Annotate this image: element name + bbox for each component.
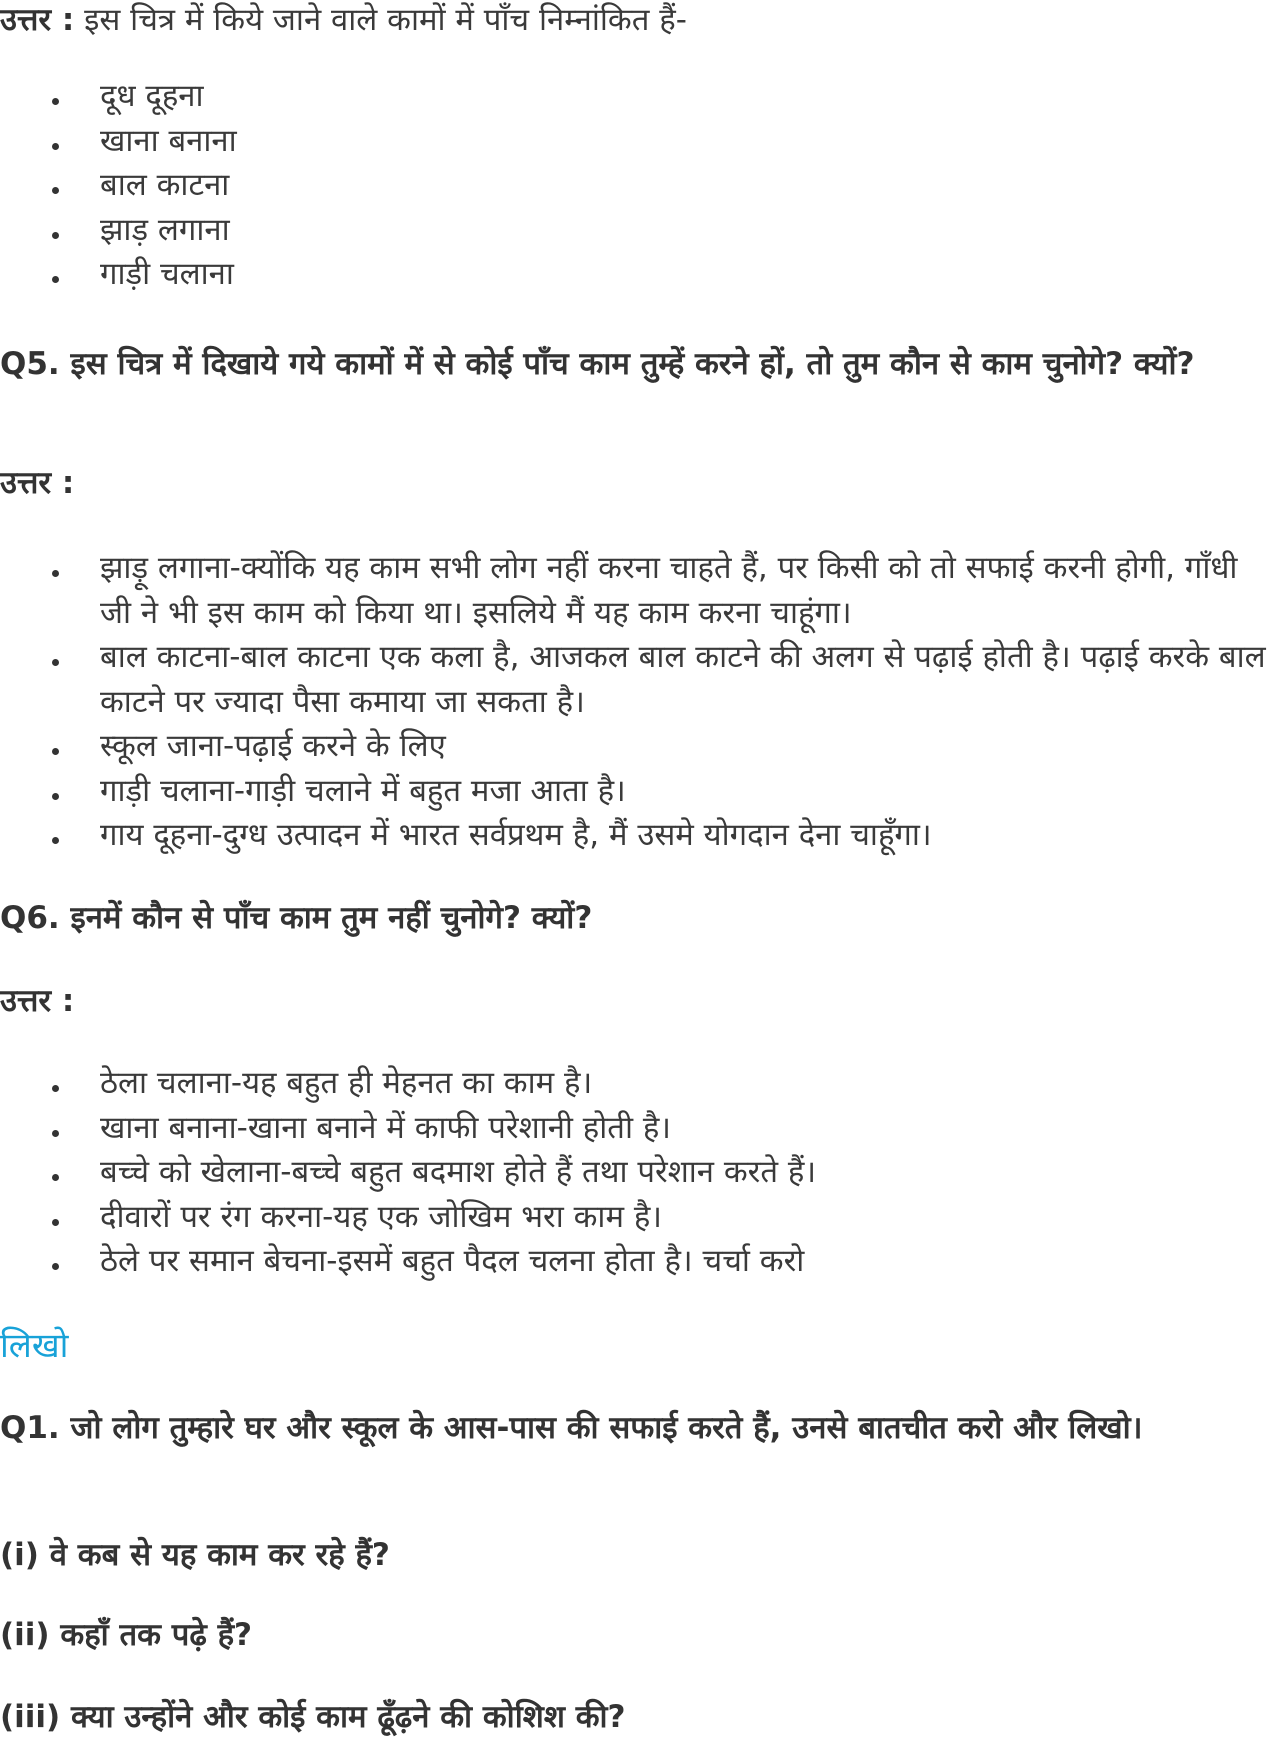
section-heading-likho: लिखो: [0, 1326, 69, 1366]
list-item: झाड़ू लगाना-क्योंकि यह काम सभी लोग नहीं करना चाहते हैं, पर किसी को तो सफाई करनी होगी, गाँधी जी ने भी इस काम को किया था। इसलिये मैं यह काम करना चाहूंगा।: [0, 546, 1274, 635]
list-item: दीवारों पर रंग करना-यह एक जोखिम भरा काम है।: [0, 1195, 1274, 1240]
list-item: गाड़ी चलाना-गाड़ी चलाने में बहुत मजा आता है।: [0, 769, 1274, 814]
answer-intro-text: इस चित्र में किये जाने वाले कामों में पाँच निम्नांकित हैं-: [74, 2, 687, 38]
sub-question: (iii) क्या उन्होंने और कोई काम ढूँढ़ने की कोशिश की?: [0, 1699, 626, 1735]
list-item: खाना बनाना-खाना बनाने में काफी परेशानी होती है।: [0, 1106, 1274, 1151]
list-item: गाय दूहना-दुग्ध उत्पादन में भारत सर्वप्रथम है, मैं उसमे योगदान देना चाहूँगा।: [0, 813, 1274, 858]
q4-answer-list: [0, 74, 1274, 297]
list-item: बाल काटना-बाल काटना एक कला है, आजकल बाल काटने की अलग से पढ़ाई होती है। पढ़ाई करके बाल काटने पर ज्यादा पैसा कमाया जा सकता है।: [0, 635, 1274, 724]
list-item: खाना बनाना: [0, 119, 1274, 164]
sub-question: (i) वे कब से यह काम कर रहे हैं?: [0, 1537, 390, 1573]
question-q1: Q1. जो लोग तुम्हारे घर और स्कूल के आस-पास की सफाई करते हैं, उनसे बातचीत करो और लिखो।: [0, 1410, 1143, 1446]
list-item: गाड़ी चलाना: [0, 252, 1274, 297]
list-item: बच्चे को खेलाना-बच्चे बहुत बदमाश होते हैं तथा परेशान करते हैं।: [0, 1150, 1274, 1195]
answer-label: उत्तर :: [0, 2, 75, 38]
question-q6: Q6. इनमें कौन से पाँच काम तुम नहीं चुनोगे? क्यों?: [0, 900, 593, 936]
list-item: झाड़ लगाना: [0, 208, 1274, 253]
q5-answer-list: [0, 546, 1274, 858]
list-item: बाल काटना: [0, 163, 1274, 208]
q6-answer-list: [0, 1061, 1274, 1284]
list-item: दूध दूहना: [0, 74, 1274, 119]
answer-label: उत्तर :: [0, 465, 75, 501]
sub-question: (ii) कहाँ तक पढ़े हैं?: [0, 1617, 253, 1653]
answer-label: उत्तर :: [0, 983, 75, 1019]
q4-answer-line: [0, 2, 687, 39]
list-item: ठेले पर समान बेचना-इसमें बहुत पैदल चलना होता है। चर्चा करो: [0, 1239, 1274, 1284]
list-item: स्कूल जाना-पढ़ाई करने के लिए: [0, 724, 1274, 769]
question-q5: Q5. इस चित्र में दिखाये गये कामों में से कोई पाँच काम तुम्हें करने हों, तो तुम कौन से काम चुनोगे? क्यों?: [0, 346, 1195, 382]
list-item: ठेला चलाना-यह बहुत ही मेहनत का काम है।: [0, 1061, 1274, 1106]
